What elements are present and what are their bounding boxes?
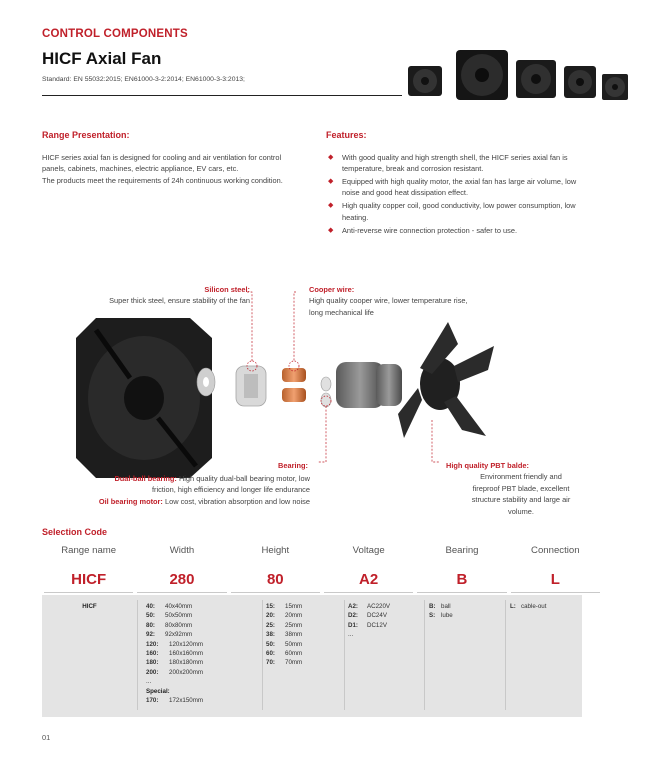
height-option: 50: 50mm <box>266 640 303 648</box>
bearing-option: S: lube <box>429 612 453 620</box>
ellipsis: ... <box>348 631 354 639</box>
feature-item: ◆ Anti-reverse wire connection protection - safer to use. <box>328 225 517 235</box>
motor-part <box>336 362 402 408</box>
fan-housing <box>76 318 212 478</box>
bearing-option: B: ball <box>429 603 451 610</box>
fan-photo-small-1 <box>408 66 442 96</box>
selection-code-headers <box>42 545 602 565</box>
page-title: HICF Axial Fan <box>42 49 162 68</box>
dual-ball-bearing-callout <box>30 473 310 507</box>
feature-item: ◆ Equipped with high quality motor, the axial fan has large air volume, low noise and good heat dissipation effect. <box>328 177 577 198</box>
height-options <box>266 602 342 668</box>
code-value: 80 <box>231 567 320 593</box>
height-option: 60: 60mm <box>266 650 303 658</box>
width-options <box>146 602 261 705</box>
silicon-steel-callout <box>60 284 250 307</box>
special-label: Special: <box>146 687 170 695</box>
silicon-steel-part <box>236 361 266 406</box>
column-separator <box>137 600 138 710</box>
column-header: Connection <box>531 545 580 556</box>
copper-wire-text: long mechanical life <box>309 307 374 317</box>
fan-product-image <box>404 46 634 104</box>
copper-coil-part <box>282 361 306 402</box>
range-paragraph: The products meet the requirements of 24h continuous working condition. <box>42 175 283 185</box>
column-separator <box>344 600 345 710</box>
column-separator <box>505 600 506 710</box>
width-option: 80: 80x80mm <box>146 621 193 629</box>
fan-photo-large <box>456 50 508 100</box>
pbt-blade-text: structure stability and large air <box>471 495 571 505</box>
width-option: 40: 40x40mm <box>146 603 193 610</box>
column-header: Range name <box>61 545 117 556</box>
height-option: 70: 70mm <box>266 659 303 667</box>
feature-item: ◆ High quality copper coil, good conductivity, low power consumption, low heating. <box>328 201 576 222</box>
height-option: 25: 25mm <box>266 621 303 629</box>
range-heading: Range Presentation: <box>42 130 130 140</box>
bearing-label: Bearing: <box>278 461 308 470</box>
pbt-blade-text: volume. <box>508 506 534 516</box>
height-option: 38: 38mm <box>266 631 303 639</box>
pbt-blade-label: High quality PBT balde: <box>446 461 529 470</box>
voltage-option: A2: AC220V <box>348 603 391 610</box>
column-header: Height <box>261 545 290 556</box>
page-number: 01 <box>42 733 51 742</box>
range-text <box>42 152 304 186</box>
washer-part <box>197 368 215 396</box>
range-paragraph: HICF series axial fan is designed for cooling and air ventilation for control panels, cabinets, machines, electric appliance, EV cars, etc. <box>42 153 282 174</box>
height-option: 20: 20mm <box>266 612 303 620</box>
copper-wire-text: High quality cooper wire, lower temperature rise, <box>309 296 468 306</box>
features-heading: Features: <box>326 130 367 140</box>
silicon-steel-label: Silicon steel: <box>204 285 250 294</box>
oil-bearing-label: Oil bearing motor: <box>98 496 163 506</box>
standard-text: Standard: EN 55032:2015; EN61000-3-2:2014; EN61000-3-3:2013; <box>42 76 245 83</box>
pbt-blade-text: Environment friendly and <box>480 472 562 482</box>
code-value: 280 <box>137 567 226 593</box>
connection-options <box>510 602 582 611</box>
category-label: CONTROL COMPONENTS <box>42 28 188 40</box>
silicon-steel-text: Super thick steel, ensure stability of the fan <box>109 296 250 306</box>
fan-photo-small-2 <box>564 66 596 98</box>
range-name-option: HICF <box>82 603 97 610</box>
code-value: HICF <box>44 567 133 593</box>
width-option: 120: 120x120mm <box>146 640 204 648</box>
ellipsis: ... <box>146 678 152 686</box>
dual-ball-bearing-text: High quality dual-ball bearing motor, low <box>178 474 310 483</box>
voltage-option: D1: DC12V <box>348 621 387 629</box>
column-separator <box>262 600 263 710</box>
voltage-options <box>348 602 422 640</box>
selection-code-heading: Selection Code <box>42 527 108 537</box>
selection-code-values <box>42 567 602 593</box>
column-header: Voltage <box>352 545 385 556</box>
code-value: A2 <box>324 567 413 593</box>
features-list <box>328 152 580 237</box>
width-option: 92: 92x92mm <box>146 631 193 639</box>
copper-wire-label: Cooper wire: <box>309 285 355 294</box>
fan-photo-small-3 <box>602 74 628 100</box>
width-option: 180: 180x180mm <box>146 659 204 667</box>
diamond-bullet-icon: ◆ <box>328 226 334 234</box>
dual-ball-bearing-label: Dual-ball bearing: <box>114 474 177 483</box>
code-value: L <box>511 567 600 593</box>
feature-item: ◆ With good quality and high strength shell, the HICF series axial fan is temperature, break and corrosion resistant. <box>328 153 568 174</box>
selection-code-table <box>42 545 602 593</box>
diamond-bullet-icon: ◆ <box>328 202 334 210</box>
pbt-blade-callout <box>446 460 596 517</box>
width-option: 200: 200x200mm <box>146 668 204 676</box>
column-header: Bearing <box>445 545 479 556</box>
column-separator <box>424 600 425 710</box>
code-value: B <box>417 567 506 593</box>
width-option-special: 170: 172x150mm <box>146 697 204 705</box>
diamond-bullet-icon: ◆ <box>328 154 334 161</box>
bearing-part <box>321 377 331 407</box>
range-name-options <box>42 602 137 611</box>
width-option: 160: 160x160mm <box>146 650 204 658</box>
oil-bearing-text: Low cost, vibration absorption and low noise <box>164 496 310 506</box>
width-option: 50: 50x50mm <box>146 612 193 620</box>
diamond-bullet-icon: ◆ <box>328 178 334 186</box>
connection-option: L: cable-out <box>510 603 547 610</box>
copper-wire-callout <box>309 284 549 318</box>
height-option: 15: 15mm <box>266 603 303 610</box>
fan-photo-medium <box>516 60 556 98</box>
pbt-blade-part <box>398 322 494 438</box>
bearing-callout <box>230 460 308 471</box>
bearing-options <box>429 602 503 621</box>
header-divider <box>42 95 402 96</box>
dual-ball-bearing-text: friction, high efficiency and longer life endurance <box>151 485 310 495</box>
pbt-blade-text: fireproof PBT blade, excellent <box>472 483 570 493</box>
voltage-option: D2: DC24V <box>348 612 387 620</box>
column-header: Width <box>169 545 195 556</box>
